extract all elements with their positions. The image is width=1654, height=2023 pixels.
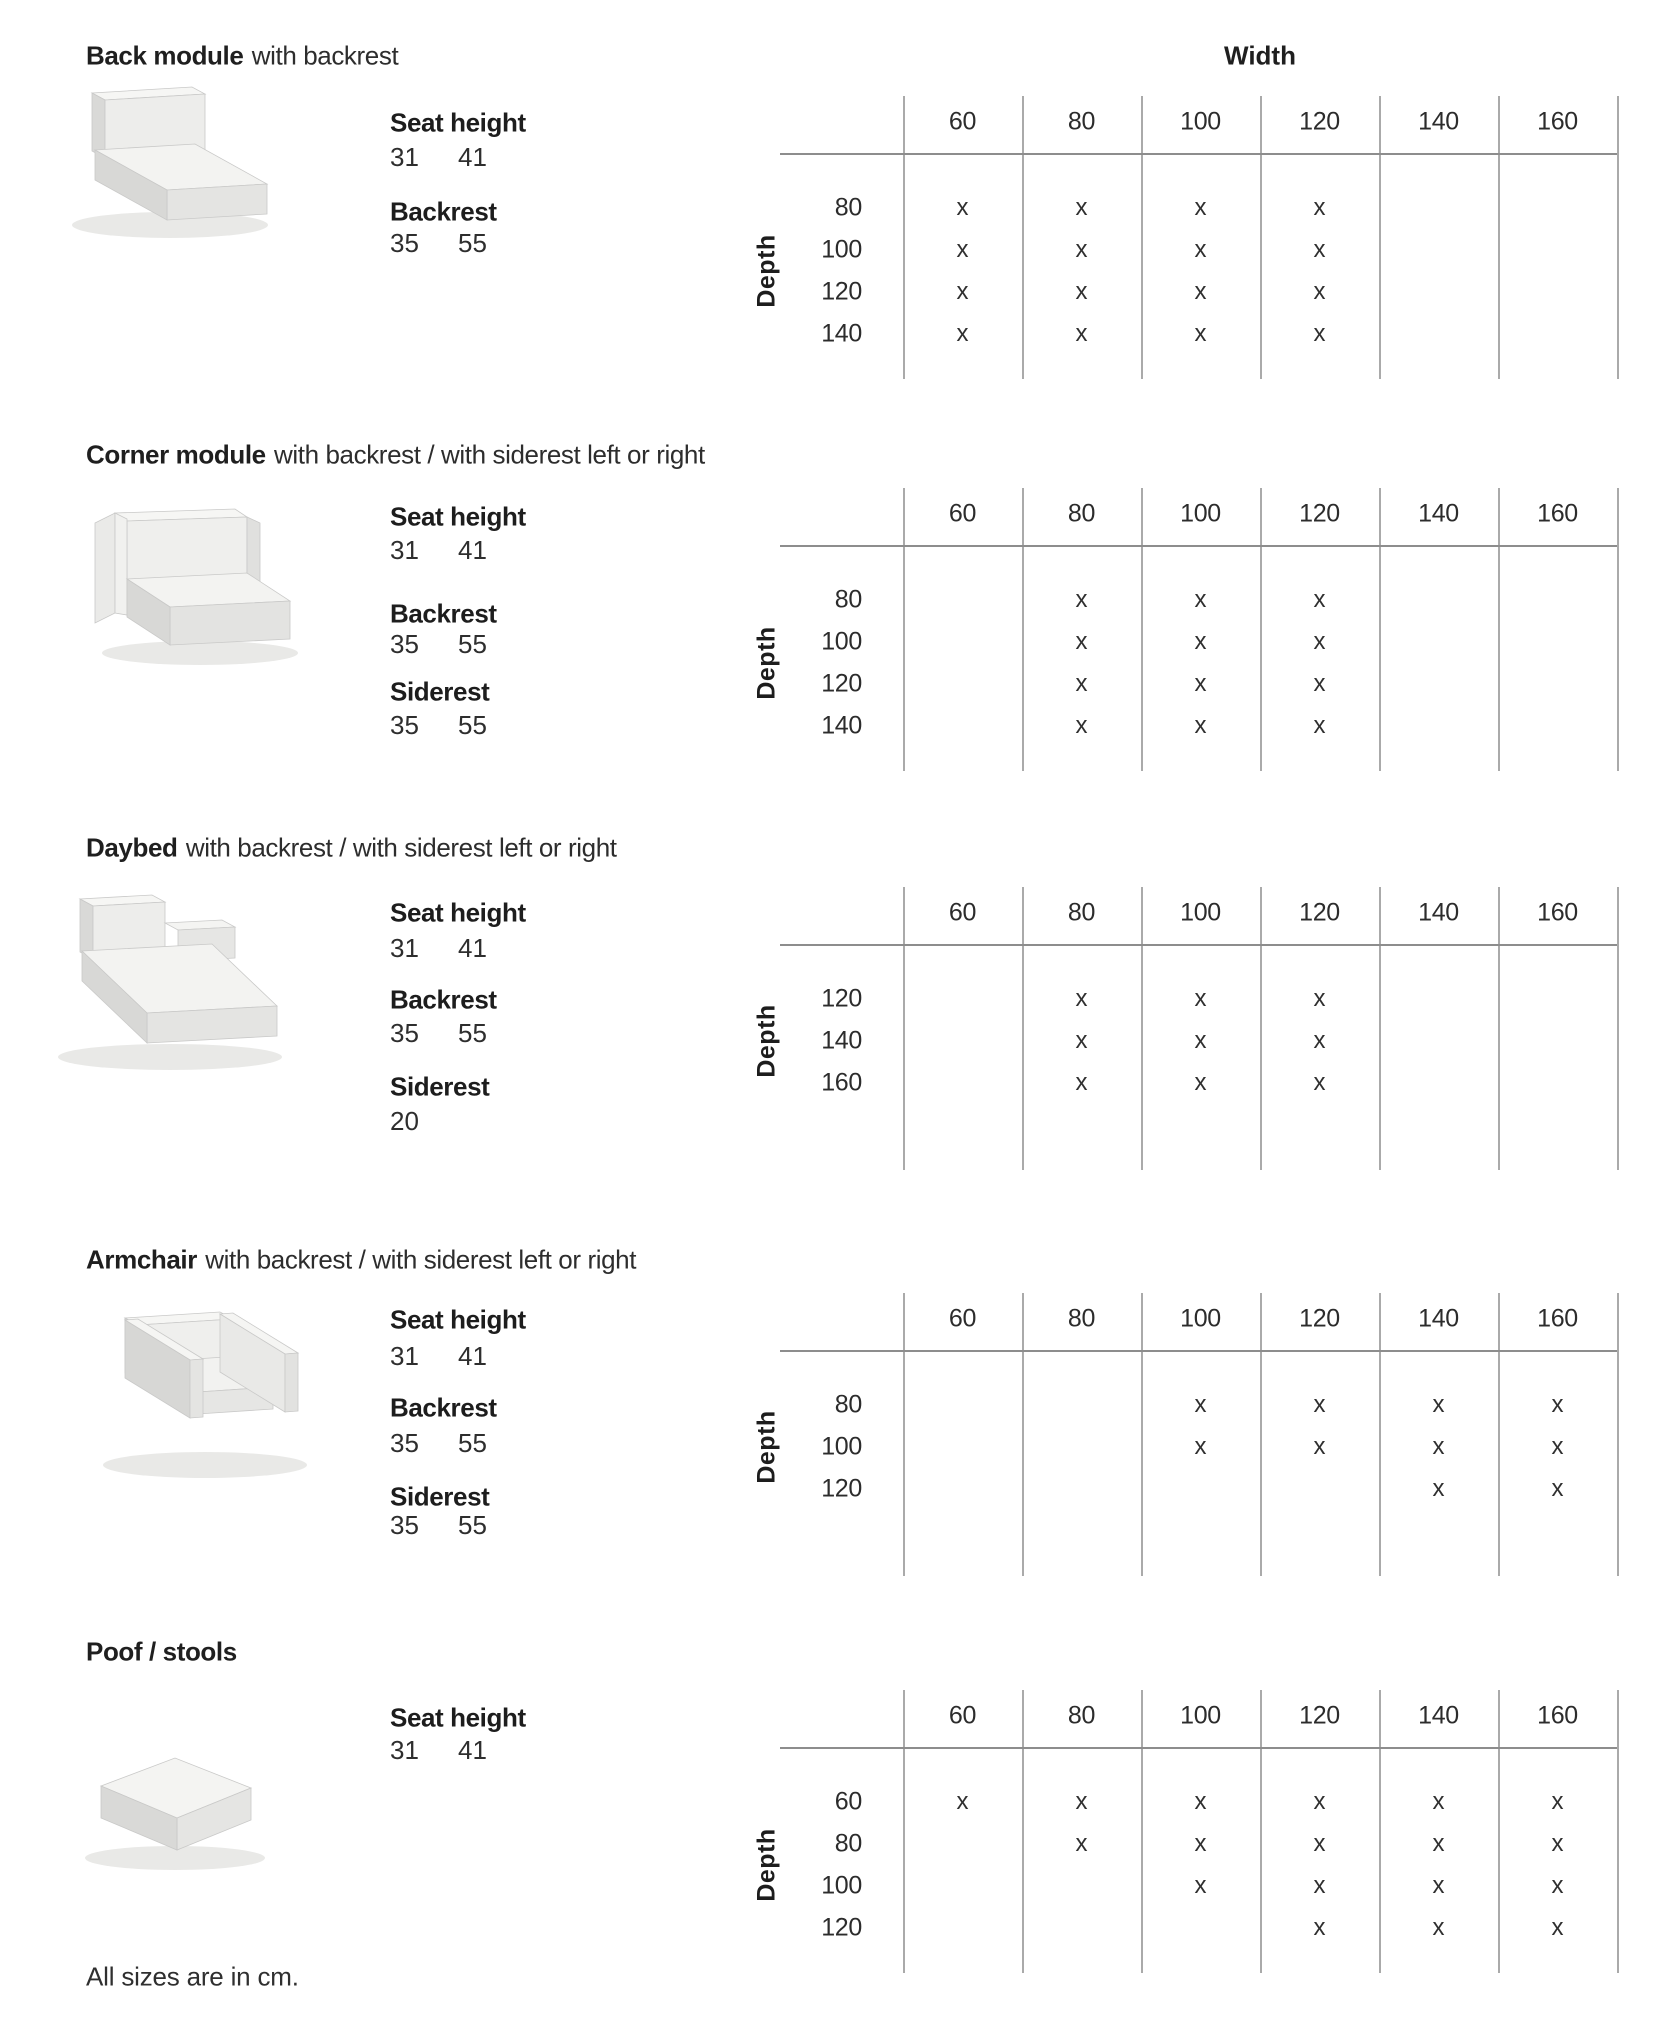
- spec-label: Siderest: [390, 676, 490, 707]
- availability-mark: x: [1551, 1914, 1564, 1941]
- spec-value: 35: [390, 629, 419, 659]
- width-column-header: 100: [1180, 1701, 1221, 1730]
- width-axis-label: Width: [1224, 40, 1296, 71]
- depth-axis-label: Depth: [752, 1004, 781, 1078]
- spec-label: Seat height: [390, 897, 526, 928]
- availability-mark: x: [1194, 712, 1207, 739]
- width-column-header: 120: [1299, 898, 1340, 927]
- availability-mark: x: [1194, 628, 1207, 655]
- row-depth-label: 80: [834, 1390, 862, 1419]
- width-column-header: 60: [948, 499, 977, 528]
- row-depth-label: 80: [834, 1829, 862, 1858]
- grid-hline: [780, 1747, 1617, 1749]
- spec-label: Siderest: [390, 1481, 490, 1512]
- spec-label: Backrest: [390, 1392, 497, 1423]
- width-column-header: 100: [1180, 898, 1221, 927]
- spec-value: 55: [458, 228, 487, 258]
- availability-mark: x: [1313, 1391, 1326, 1418]
- availability-mark: x: [1194, 1069, 1207, 1096]
- availability-mark: x: [1432, 1914, 1445, 1941]
- availability-mark: x: [1313, 670, 1326, 697]
- spec-value: 41: [458, 535, 487, 565]
- row-depth-label: 100: [821, 235, 862, 264]
- availability-mark: x: [1313, 320, 1326, 347]
- depth-axis-label: Depth: [752, 1410, 781, 1484]
- availability-mark: x: [1551, 1872, 1564, 1899]
- spec-value: 31: [390, 933, 419, 963]
- row-depth-label: 140: [821, 1026, 862, 1055]
- availability-mark: x: [956, 236, 969, 263]
- availability-mark: x: [1313, 1069, 1326, 1096]
- availability-mark: x: [1432, 1433, 1445, 1460]
- availability-mark: x: [1075, 194, 1088, 221]
- spec-value: 41: [458, 142, 487, 172]
- availability-mark: x: [1313, 1027, 1326, 1054]
- availability-mark: x: [1313, 1872, 1326, 1899]
- availability-mark: x: [1194, 194, 1207, 221]
- spec-label: Seat height: [390, 501, 526, 532]
- grid-vline: [1260, 1690, 1262, 1973]
- width-column-header: 60: [948, 107, 977, 136]
- availability-mark: x: [1194, 1433, 1207, 1460]
- row-depth-label: 140: [821, 319, 862, 348]
- availability-mark: x: [1075, 1027, 1088, 1054]
- row-depth-label: 120: [821, 669, 862, 698]
- availability-mark: x: [1551, 1830, 1564, 1857]
- availability-mark: x: [956, 194, 969, 221]
- grid-vline: [903, 1690, 905, 1973]
- spec-value: 35: [390, 1510, 419, 1540]
- spec-value: 31: [390, 1341, 419, 1371]
- availability-mark: x: [1075, 278, 1088, 305]
- width-column-header: 160: [1537, 1304, 1578, 1333]
- section-title-rest: with backrest / with siderest left or right: [274, 439, 705, 470]
- spec-value: 55: [458, 710, 487, 740]
- width-column-header: 60: [948, 898, 977, 927]
- spec-value: 41: [458, 1735, 487, 1765]
- row-depth-label: 80: [834, 193, 862, 222]
- width-column-header: 80: [1067, 898, 1096, 927]
- spec-label: Backrest: [390, 598, 497, 629]
- row-depth-label: 120: [821, 984, 862, 1013]
- availability-mark: x: [1075, 670, 1088, 697]
- width-column-header: 160: [1537, 107, 1578, 136]
- availability-mark: x: [1075, 1830, 1088, 1857]
- availability-mark: x: [1313, 586, 1326, 613]
- width-column-header: 140: [1418, 1701, 1459, 1730]
- spec-value: 20: [390, 1106, 419, 1136]
- availability-mark: x: [1194, 320, 1207, 347]
- availability-mark: x: [1432, 1475, 1445, 1502]
- grid-vline: [1617, 1690, 1619, 1973]
- width-column-header: 80: [1067, 1701, 1096, 1730]
- row-depth-label: 140: [821, 711, 862, 740]
- availability-mark: x: [1551, 1475, 1564, 1502]
- depth-axis-label: Depth: [752, 1828, 781, 1902]
- availability-mark: x: [1432, 1788, 1445, 1815]
- availability-mark: x: [956, 1788, 969, 1815]
- availability-mark: x: [1075, 1069, 1088, 1096]
- width-column-header: 120: [1299, 1304, 1340, 1333]
- availability-mark: x: [1313, 985, 1326, 1012]
- section-title-rest: with backrest: [251, 40, 399, 71]
- availability-mark: x: [1313, 278, 1326, 305]
- availability-mark: x: [1194, 1788, 1207, 1815]
- availability-mark: x: [1194, 1391, 1207, 1418]
- width-column-header: 100: [1180, 499, 1221, 528]
- width-column-header: 80: [1067, 107, 1096, 136]
- spec-value: 31: [390, 142, 419, 172]
- row-depth-label: 120: [821, 277, 862, 306]
- row-depth-label: 100: [821, 627, 862, 656]
- width-column-header: 140: [1418, 898, 1459, 927]
- availability-mark: x: [1075, 985, 1088, 1012]
- row-depth-label: 160: [821, 1068, 862, 1097]
- availability-mark: x: [1432, 1872, 1445, 1899]
- grid-vline: [1379, 1690, 1381, 1973]
- spec-value: 35: [390, 1428, 419, 1458]
- width-column-header: 140: [1418, 499, 1459, 528]
- spec-label: Seat height: [390, 107, 526, 138]
- spec-value: 55: [458, 629, 487, 659]
- availability-mark: x: [1075, 712, 1088, 739]
- spec-value: 35: [390, 1018, 419, 1048]
- row-depth-label: 100: [821, 1432, 862, 1461]
- section-title-rest: with backrest / with siderest left or right: [185, 832, 617, 863]
- spec-label: Backrest: [390, 984, 497, 1015]
- availability-mark: x: [956, 320, 969, 347]
- spec-label: Seat height: [390, 1304, 526, 1335]
- availability-mark: x: [1075, 1788, 1088, 1815]
- availability-mark: x: [1432, 1391, 1445, 1418]
- availability-mark: x: [1551, 1433, 1564, 1460]
- width-column-header: 60: [948, 1304, 977, 1333]
- spec-value: 35: [390, 710, 419, 740]
- spec-label: Seat height: [390, 1702, 526, 1733]
- section-title-bold: Poof / stools: [86, 1636, 237, 1667]
- row-depth-label: 60: [834, 1787, 862, 1816]
- spec-value: 55: [458, 1018, 487, 1048]
- section-title-bold: Corner module: [86, 439, 266, 470]
- availability-mark: x: [956, 278, 969, 305]
- grid-vline: [1141, 1690, 1143, 1973]
- width-column-header: 80: [1067, 1304, 1096, 1333]
- width-column-header: 120: [1299, 499, 1340, 528]
- depth-axis-label: Depth: [752, 234, 781, 308]
- row-depth-label: 100: [821, 1871, 862, 1900]
- availability-mark: x: [1075, 236, 1088, 263]
- availability-mark: x: [1313, 1830, 1326, 1857]
- width-column-header: 60: [948, 1701, 977, 1730]
- width-column-header: 160: [1537, 1701, 1578, 1730]
- spec-value: 35: [390, 228, 419, 258]
- availability-mark: x: [1194, 1830, 1207, 1857]
- availability-mark: x: [1313, 1433, 1326, 1460]
- availability-mark: x: [1432, 1830, 1445, 1857]
- spec-value: 55: [458, 1510, 487, 1540]
- availability-mark: x: [1194, 586, 1207, 613]
- spec-value: 41: [458, 1341, 487, 1371]
- section-title-bold: Back module: [86, 40, 244, 71]
- availability-mark: x: [1194, 1872, 1207, 1899]
- row-depth-label: 120: [821, 1474, 862, 1503]
- spec-label: Backrest: [390, 196, 497, 227]
- spec-value: 31: [390, 1735, 419, 1765]
- spec-value: 55: [458, 1428, 487, 1458]
- section-title-rest: with backrest / with siderest left or right: [205, 1244, 637, 1275]
- depth-axis-label: Depth: [752, 626, 781, 700]
- availability-mark: x: [1551, 1391, 1564, 1418]
- spec-value: 41: [458, 933, 487, 963]
- width-column-header: 140: [1418, 107, 1459, 136]
- grid-vline: [1022, 1690, 1024, 1973]
- width-column-header: 160: [1537, 898, 1578, 927]
- row-depth-label: 120: [821, 1913, 862, 1942]
- availability-mark: x: [1194, 236, 1207, 263]
- width-column-header: 80: [1067, 499, 1096, 528]
- width-column-header: 120: [1299, 107, 1340, 136]
- availability-mark: x: [1313, 236, 1326, 263]
- availability-mark: x: [1194, 985, 1207, 1012]
- availability-mark: x: [1194, 1027, 1207, 1054]
- availability-mark: x: [1313, 194, 1326, 221]
- availability-mark: x: [1313, 712, 1326, 739]
- size-matrix: [0, 1690, 1654, 1973]
- availability-mark: x: [1313, 628, 1326, 655]
- availability-mark: x: [1075, 320, 1088, 347]
- availability-mark: x: [1313, 1788, 1326, 1815]
- availability-mark: x: [1313, 1914, 1326, 1941]
- width-column-header: 140: [1418, 1304, 1459, 1333]
- width-column-header: 120: [1299, 1701, 1340, 1730]
- availability-mark: x: [1194, 278, 1207, 305]
- availability-mark: x: [1194, 670, 1207, 697]
- availability-mark: x: [1075, 586, 1088, 613]
- spec-value: 31: [390, 535, 419, 565]
- sizes-note: All sizes are in cm.: [86, 1961, 299, 1992]
- width-column-header: 100: [1180, 107, 1221, 136]
- section-title-bold: Armchair: [86, 1244, 197, 1275]
- availability-mark: x: [1551, 1788, 1564, 1815]
- availability-mark: x: [1075, 628, 1088, 655]
- spec-label: Siderest: [390, 1071, 490, 1102]
- width-column-header: 100: [1180, 1304, 1221, 1333]
- row-depth-label: 80: [834, 585, 862, 614]
- grid-vline: [1498, 1690, 1500, 1973]
- section-title-bold: Daybed: [86, 832, 178, 863]
- width-column-header: 160: [1537, 499, 1578, 528]
- section-title: [86, 1637, 245, 1668]
